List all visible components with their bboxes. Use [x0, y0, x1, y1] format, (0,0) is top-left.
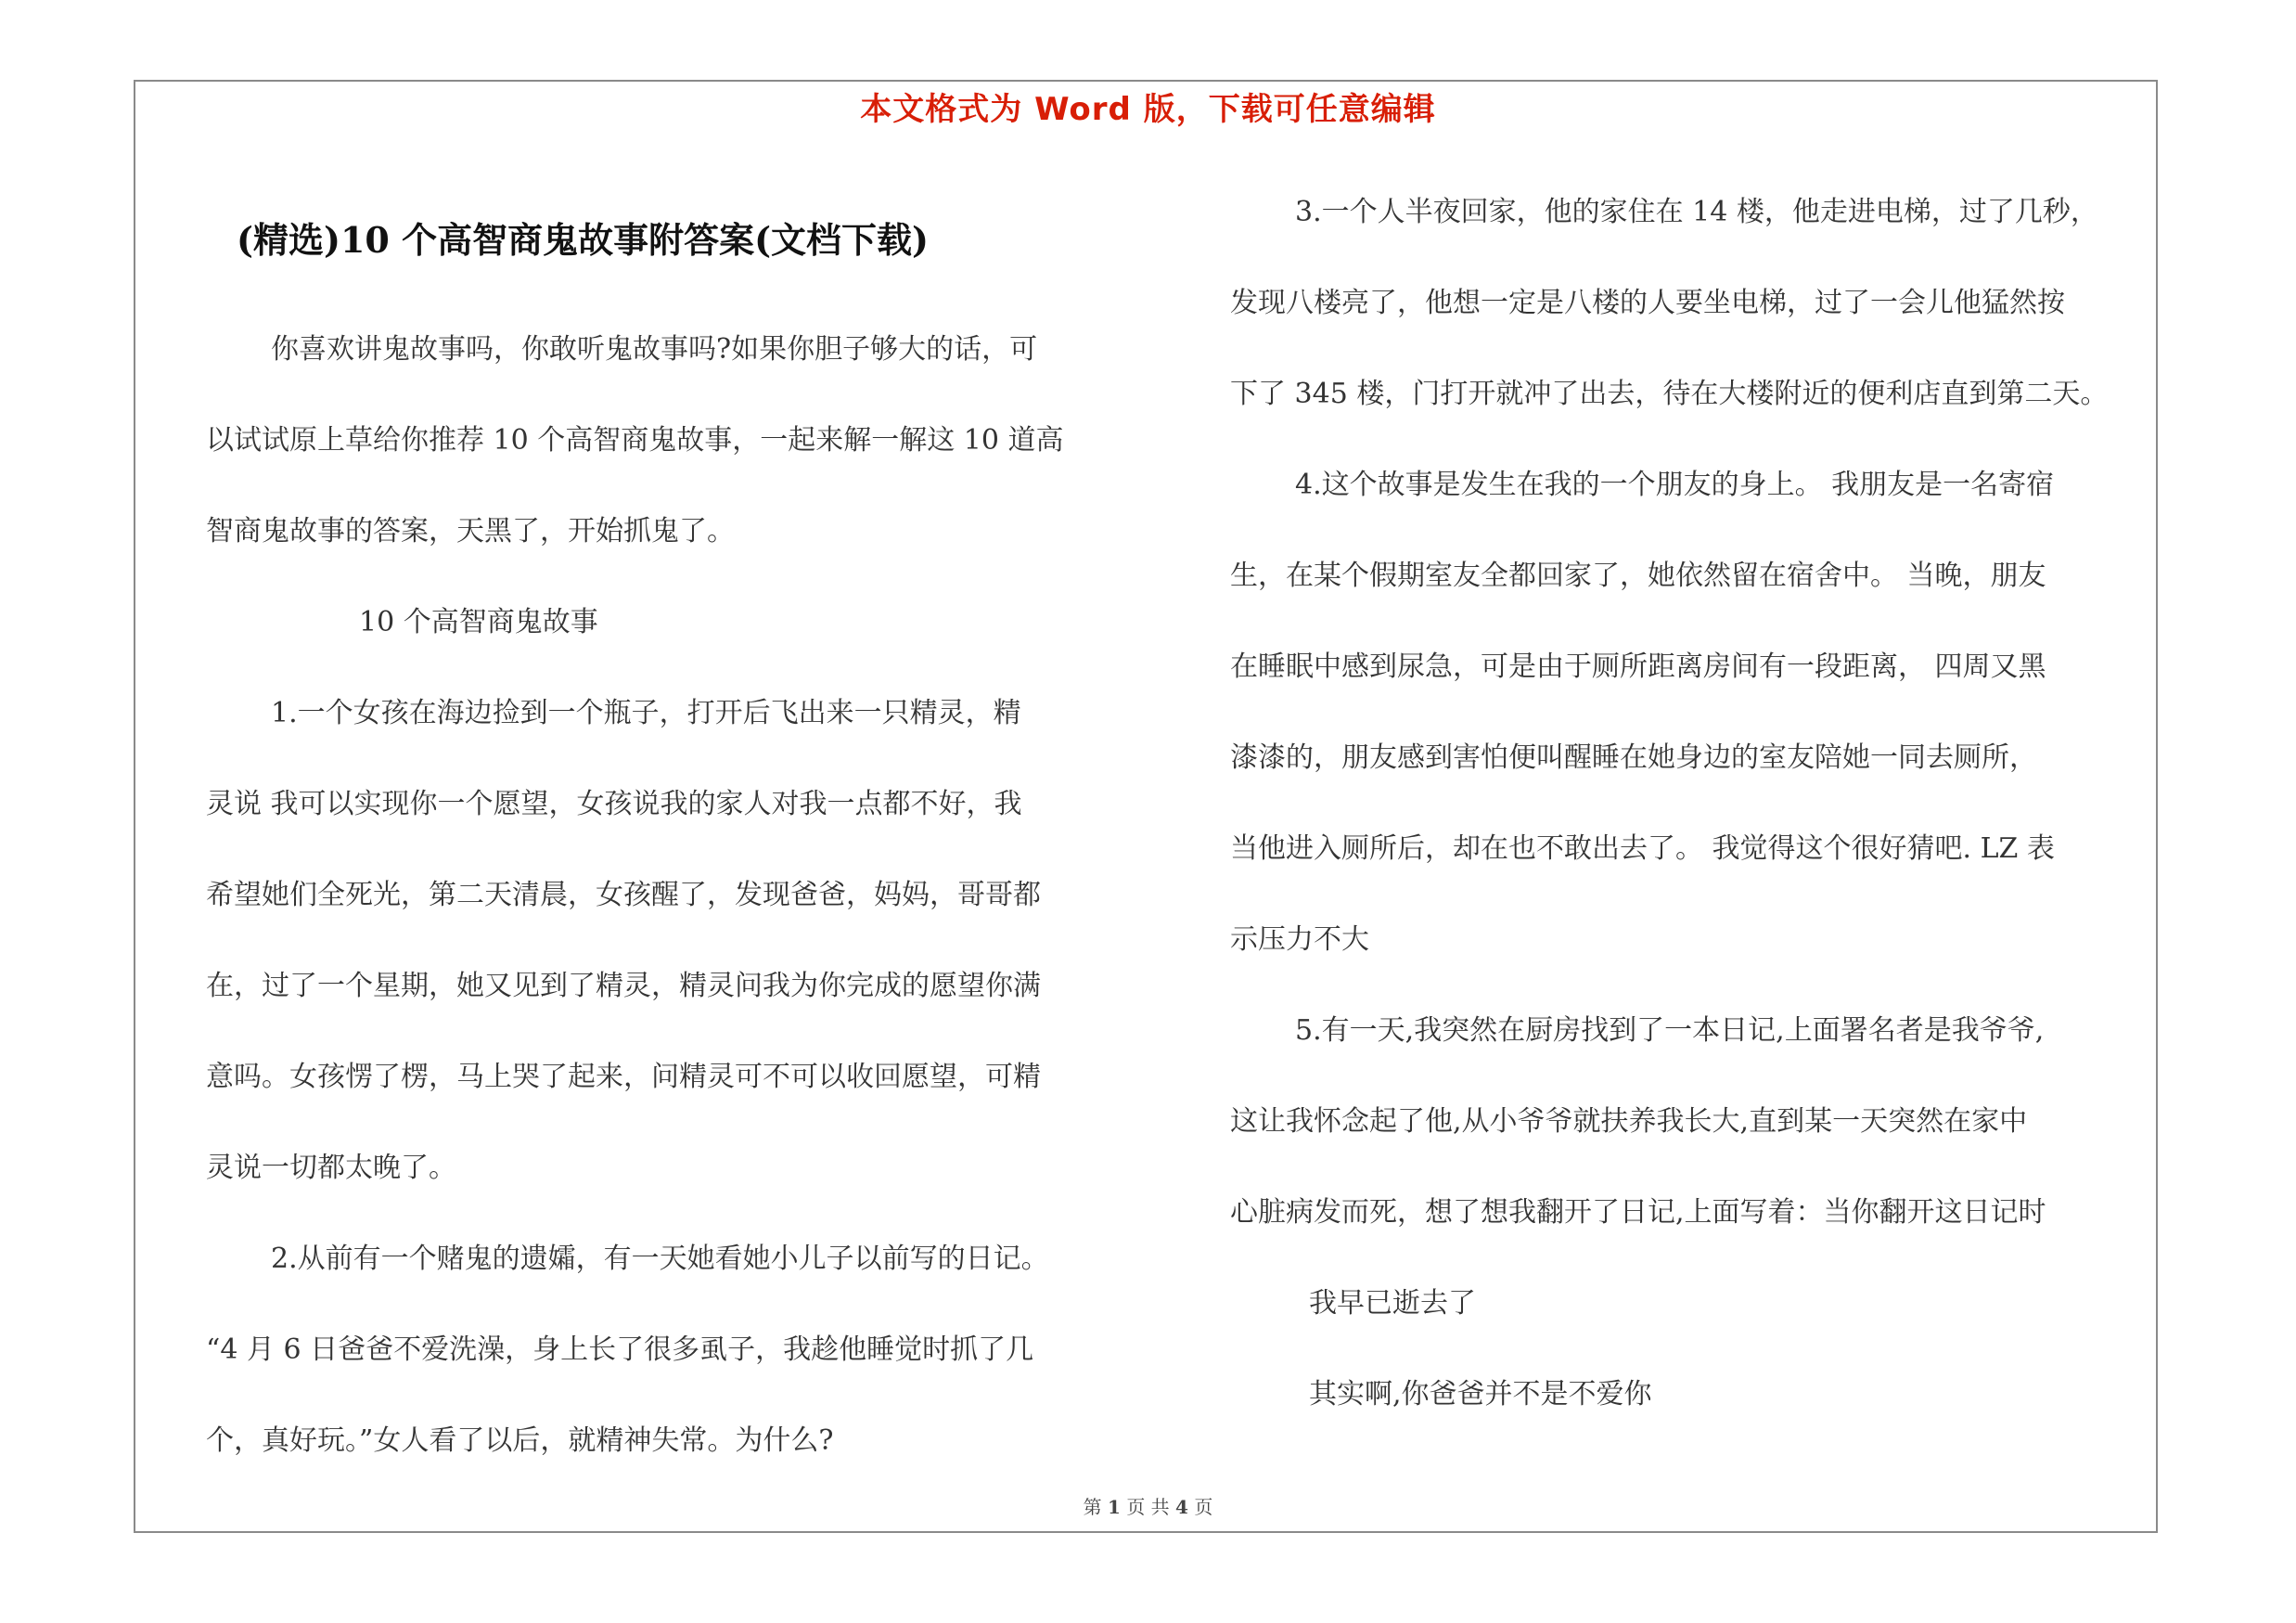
- story1-line: 1.一个女孩在海边捡到一个瓶子，打开后飞出来一只精灵，精: [271, 697, 1021, 729]
- story3-line: 发现八楼亮了，他想一定是八楼的人要坐电梯，过了一会儿他猛然按: [1230, 287, 2065, 319]
- footer-middle: 页 共: [1126, 1496, 1170, 1518]
- story4-line: 漆漆的，朋友感到害怕便叫醒睡在她身边的室友陪她一同去厕所，: [1230, 741, 2037, 774]
- diary-line: 我早已逝去了: [1309, 1287, 1476, 1320]
- intro-line: 智商鬼故事的答案，天黑了，开始抓鬼了。: [206, 515, 735, 547]
- story5-line: 5.有一天,我突然在厨房找到了一本日记,上面署名者是我爷爷,: [1295, 1014, 2045, 1047]
- intro-line: 你喜欢讲鬼故事吗，你敢听鬼故事吗?如果你胆子够大的话，可: [271, 333, 1038, 366]
- story3-line: 下了 345 楼，门打开就冲了出去，待在大楼附近的便利店直到第二天。: [1230, 378, 2109, 410]
- story2-line: “4 月 6 日爸爸不爱洗澡，身上长了很多虱子，我趁他睡觉时抓了几: [206, 1333, 1034, 1366]
- story4-line: 生，在某个假期室友全都回家了，她依然留在宿舍中。 当晚，朋友: [1230, 560, 2046, 592]
- story1-line: 在，过了一个星期，她又见到了精灵，精灵问我为你完成的愿望你满: [206, 970, 1041, 1002]
- right-column: [1230, 167, 2148, 1440]
- current-page-number: 1: [1108, 1496, 1121, 1518]
- footer-suffix: 页: [1194, 1496, 1213, 1518]
- story5-line: 心脏病发而死，想了想我翻开了日记,上面写着：当你翻开这日记时: [1230, 1196, 2046, 1229]
- story1-line: 灵说一切都太晚了。: [206, 1152, 456, 1184]
- story1-line: 希望她们全死光，第二天清晨，女孩醒了，发现爸爸，妈妈，哥哥都: [206, 879, 1041, 911]
- story2-line: 个，真好玩。”女人看了以后，就精神失常。为什么?: [206, 1424, 834, 1457]
- footer-prefix: 第: [1083, 1496, 1102, 1518]
- format-banner: 本文格式为 Word 版，下载可任意编辑: [860, 91, 1436, 128]
- story3-line: 3.一个人半夜回家，他的家住在 14 楼，他走进电梯，过了几秒，: [1295, 196, 2098, 228]
- section-subheading: 10 个高智商鬼故事: [359, 606, 598, 638]
- intro-line: 以试试原上草给你推荐 10 个高智商鬼故事，一起来解一解这 10 道高: [206, 424, 1064, 457]
- total-page-count: 4: [1175, 1496, 1188, 1518]
- story4-line: 示压力不大: [1230, 923, 1369, 956]
- story4-line: 4.这个故事是发生在我的一个朋友的身上。 我朋友是一名寄宿: [1295, 469, 2055, 501]
- story1-line: 灵说 我可以实现你一个愿望，女孩说我的家人对我一点都不好，我: [206, 788, 1022, 820]
- document-title: (精选)10 个高智商鬼故事附答案(文档下载): [237, 219, 930, 261]
- page-footer: [0, 1492, 2296, 1519]
- story4-line: 在睡眠中感到尿急，可是由于厕所距离房间有一段距离， 四周又黑: [1230, 650, 2046, 683]
- left-column: [206, 304, 1134, 1487]
- story4-line: 当他进入厕所后，却在也不敢出去了。 我觉得这个很好猜吧. LZ 表: [1230, 832, 2055, 865]
- story1-line: 意吗。女孩愣了楞，马上哭了起来，问精灵可不可以收回愿望，可精: [206, 1061, 1041, 1093]
- story5-line: 这让我怀念起了他,从小爷爷就扶养我长大,直到某一天突然在家中: [1230, 1105, 2028, 1138]
- story2-line: 2.从前有一个赌鬼的遗孀，有一天她看她小儿子以前写的日记。: [271, 1243, 1049, 1275]
- diary-line: 其实啊,你爸爸并不是不爱你: [1309, 1378, 1652, 1410]
